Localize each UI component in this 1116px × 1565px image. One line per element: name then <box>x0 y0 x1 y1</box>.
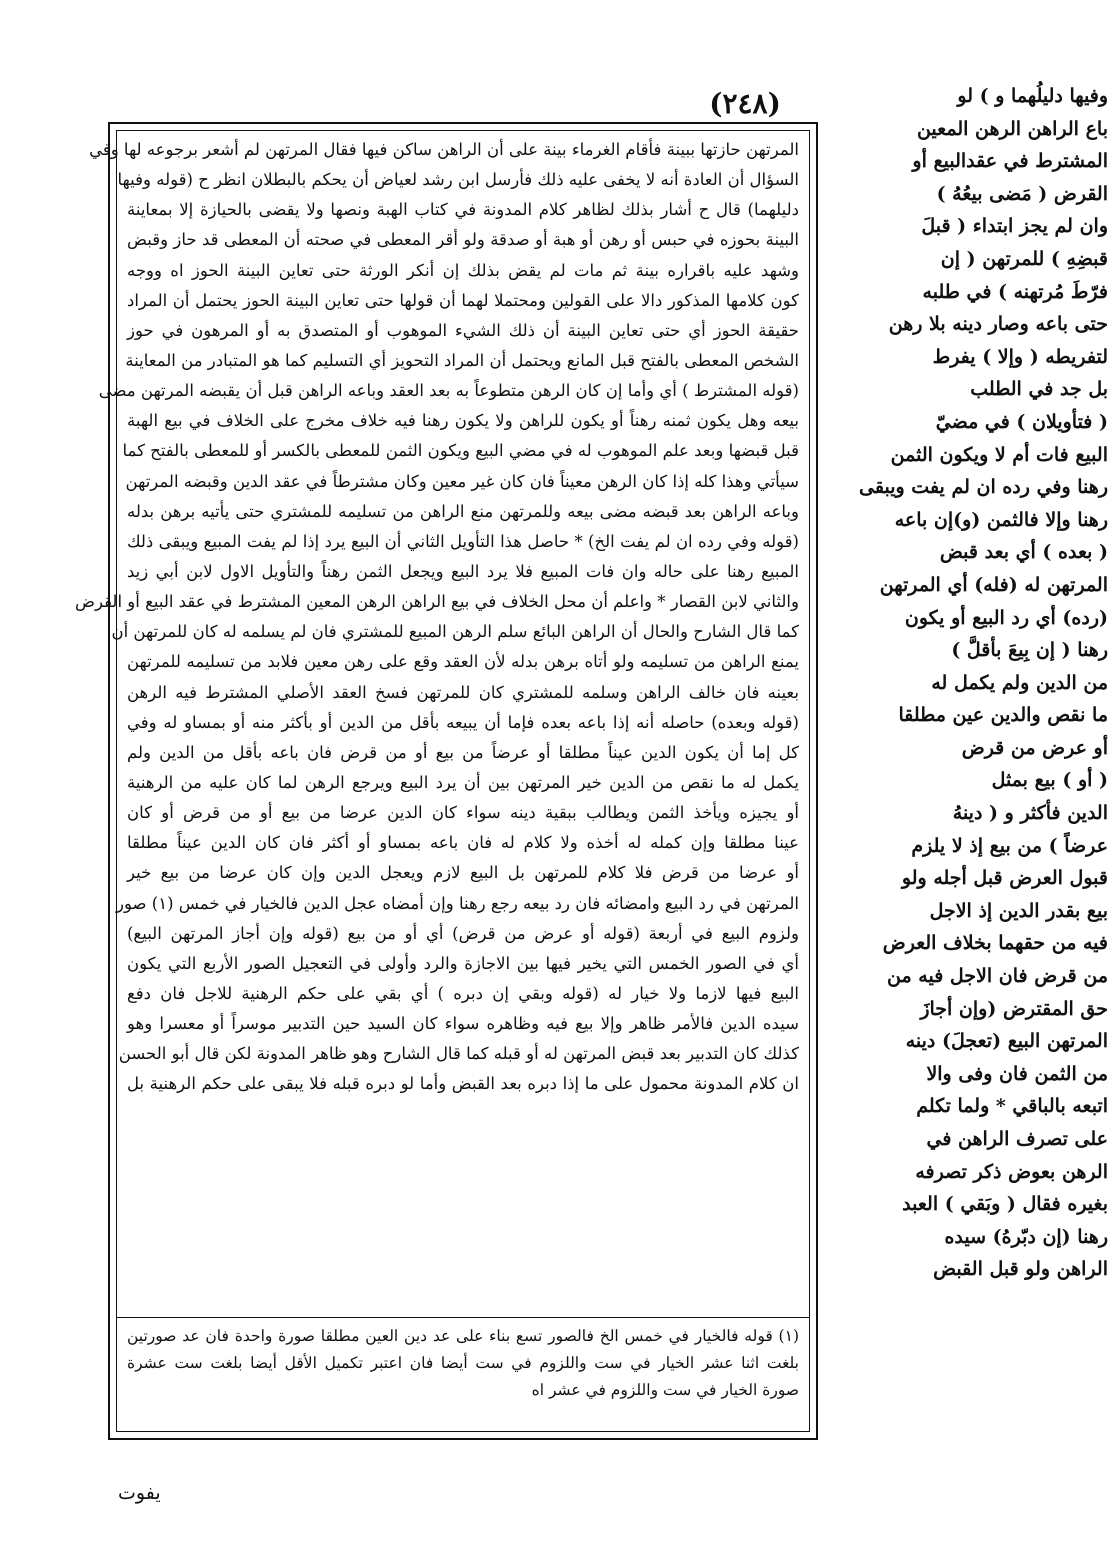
commentary-text <box>75 135 799 1311</box>
side-column-line: الدين فأكثر و ( دينهُ <box>952 802 1108 825</box>
commentary-line: المرتهن حازتها ببينة فأقام الغرماء بينة على أن الراهن ساكن فيها فقال المرتهن لم أشعر برجوعه لها وفي <box>89 140 799 159</box>
side-column-line: المرتهن البيع (تعجلَ) دينه <box>905 1030 1108 1053</box>
side-column-line: قبضِهِ ) للمرتهن ( إن <box>940 247 1108 270</box>
side-column-matn <box>818 80 1108 1550</box>
commentary-line: قبل قبضها وبعد علم الموهوب له في مضي البيع ويكون الثمن للمعطى بالكسر أو للمعطى بالفتح كما <box>122 441 799 461</box>
footnote-line: صورة الخيار في ست واللزوم في عشر اه <box>531 1381 799 1399</box>
side-column-line: أو عرض من قرض <box>961 736 1108 759</box>
side-column-line: عرضاً ) من بيع إذ لا يلزم <box>911 834 1108 857</box>
commentary-line: بيعه وهل يكون ثمنه رهناً أو يكون للراهن ولا يكون رهنا فيه خلاف مخرج على الخلاف في بيع الهبة <box>127 411 799 431</box>
commentary-line: البيع فيها لازما ولا خيار له (قوله وبقي إن دبره ) أي بقي على حكم الرهنية للاجل فان دفع <box>127 983 799 1003</box>
commentary-line: أو عرضا من قرض فلا كلام للمرتهن بل البيع لازم ويعجل الدين وإن كان عرضا من بيع خير <box>127 863 799 883</box>
side-column-line: بغيره فقال ( وبَقي ) العبد <box>902 1193 1108 1216</box>
footnote-line: (١) قوله فالخيار في خمس الخ فالصور تسع بناء على عد دين العين مطلقا صورة واحدة فان عد صورتين <box>127 1327 799 1345</box>
side-column-line: رهنا وفي رده ان لم يفت ويبقى <box>859 476 1108 499</box>
page-number: (٢٤٨) <box>709 87 781 120</box>
commentary-line: (قوله وبعده) حاصله أنه إذا باعه بعده فإما أن يبيعه بأقل من الدين أو بأكثر منه أو بمساو له وفي <box>127 712 799 732</box>
side-column-line: اتبعه بالباقي * ولما تكلم <box>916 1095 1108 1118</box>
commentary-line: ان كلام المدونة محمول على ما إذا دبره بعد القبض وأما لو دبره قبله فلا يبقى على حكم الرهنية بل <box>127 1074 799 1094</box>
side-column-line: البيع فات أم لا ويكون الثمن <box>890 443 1108 466</box>
commentary-line: حقيقة الحوز أي حتى تعاين البينة أن ذلك الشيء الموهوب أو المتصدق به أو المرهون في حوز <box>127 320 799 340</box>
side-column-line: وان لم يجز ابتداء ( قبلَ <box>921 215 1108 238</box>
side-column-line: باع الراهن الرهن المعين <box>916 117 1108 140</box>
commentary-line: سيأتي وهذا كله إذا كان الرهن معيناً فان كان غير معين وكان مشترطاً في عقد الدين وقبضه المرتهن <box>125 471 799 491</box>
commentary-line: البينة بحوزه في حبس أو رهن أو هبة أو صدقة ولو أقر المعطى في صحته أن المعطى قد حاز وقبض <box>127 230 799 250</box>
side-column-line: ما نقص والدين عين مطلقا <box>898 704 1108 727</box>
side-column-line: على تصرف الراهن في <box>926 1128 1108 1150</box>
commentary-line: يكمل له ما نقص من الدين خير المرتهن بين أن يرد البيع ويرجع الرهن لما كان عليه من الرهنية <box>127 772 799 792</box>
commentary-line: كما قال الشارح والحال أن الراهن البائع سلم الرهن المبيع للمشتري فان لم يسلمه له كان للمرتهن أن <box>111 622 799 642</box>
side-column-line: رهنا (إن دبّرهُ) سيده <box>944 1225 1108 1248</box>
commentary-line: والثاني لابن القصار * واعلم أن محل الخلاف في بيع الراهن الرهن المعين المشترط في عقد البيع أو القرض <box>75 592 799 612</box>
side-column-line: بل جد في الطلب <box>970 378 1108 401</box>
side-column-line: المشترط في عقدالبيع أو <box>912 150 1108 173</box>
commentary-line: سيده الدين فالأمر ظاهر وإلا بيع فيه وظاهره سواء كان السيد حين التدبير موسراً أو معسرا وهو <box>127 1014 799 1034</box>
commentary-line: المرتهن في رد البيع وامضائه فان رد بيعه رجع رهنا وإن أمضاه عجل الدين فالخيار في خمس (١) صور <box>116 893 799 913</box>
commentary-line: كون كلامها المذكور دالا على القولين ومحتملا لهما أن قولها حتى تعاين البينة الحوز يحتمل أن المراد <box>127 290 799 310</box>
side-column-line: ( بعده ) أي بعد قبض <box>939 541 1108 564</box>
side-column-line: حق المقترض (وإن أجازَ <box>920 997 1108 1020</box>
commentary-line: يمنع الراهن من تسليمه ولو أتاه برهن بدله لأن العقد وقع على رهن معين فلابد من تسليمه للمرتهن <box>127 652 799 672</box>
side-column-line: رهنا ( إن بِيعَ بأقلَّ ) <box>951 639 1108 662</box>
catchword: يفوت <box>118 1482 161 1504</box>
footnote-divider <box>117 1317 809 1318</box>
commentary-line: (قوله المشترط ) أي وأما إن كان الرهن متطوعاً به بعد العقد وباعه الراهن قبل أن يقبضه المرتهن مضى <box>98 381 799 401</box>
commentary-line: (قوله وفي رده ان لم يفت الخ) * حاصل هذا التأويل الثاني أن البيع يرد إذا لم يفت المبيع ويبقى ذلك <box>127 531 799 551</box>
footnote <box>127 1323 799 1433</box>
commentary-line: وشهد عليه باقراره بينة ثم مات لم يقض بذلك إن أنكر الورثة حتى تعاين البينة الحوز اه ووجه <box>127 260 799 280</box>
commentary-frame <box>75 122 818 1440</box>
side-column-line: ( أو ) بيع بمثل <box>991 769 1108 792</box>
commentary-line: ولزوم البيع في أربعة (قوله أو عرض من قرض) أي أو من بيع (قوله وإن أجاز المرتهن البيع) <box>127 923 799 943</box>
side-column-line: الراهن ولو قبل القبض <box>933 1258 1108 1281</box>
side-column-line: ( فتأويلان ) في مضيّ <box>935 410 1108 433</box>
side-column-line: لتفريطه ( وإلا ) يفرط <box>932 345 1108 368</box>
commentary-line: الشخص المعطى بالفتح قبل المانع ويحتمل أن المراد التحويز أي التسليم كما هو المتبادر من المعاينة <box>125 350 799 370</box>
side-column-line: القرض ( مَضى بيعُهُ ) <box>936 182 1108 205</box>
commentary-line: عينا مطلقا وإن كمله له أخذه ولا كلام له فان باعه بمساو أو أكثر فان كان الدين عيناً مطلقا <box>127 833 799 853</box>
footnote-line: بلغت اثنا عشر الخيار في ست واللزوم في ست أيضا فان اعتبر تكميل الأقل أيضا بلغت ست عشرة <box>127 1354 799 1372</box>
side-column-line: وفيها دليلُهما و ) لو <box>957 85 1108 107</box>
commentary-line: السؤال أن العادة أنه لا يخفى عليه ذلك فأرسل ابن رشد لعياض أن يحكم بالبطلان انظر ح (قوله وفيها <box>117 170 799 190</box>
side-column-line: (رده) أي رد البيع أو يكون <box>904 606 1108 629</box>
side-column-line: من الثمن فان وفى والا <box>926 1062 1108 1085</box>
side-column-line: بيع بقدر الدين إذ الاجل <box>929 899 1108 922</box>
side-column-line: من قرض فان الاجل فيه من <box>887 965 1108 988</box>
commentary-line: وباعه الراهن بعد قبضه مضى بيعه وللمرتهن منع الراهن من تسليمه للمشتري حتى يأتيه برهن بدله <box>127 501 799 521</box>
side-column-line: الرهن بعوض ذكر تصرفه <box>915 1160 1108 1183</box>
side-column-line: المرتهن له (فله) أي المرتهن <box>879 573 1108 596</box>
commentary-line: أو يجيزه ويأخذ الثمن ويطالب ببقية دينه سواء كان الدين عرضا من بيع أو من قرض أو كان <box>127 803 799 823</box>
side-column-line: فيه من حقهما بخلاف العرض <box>882 932 1108 955</box>
side-column-line: حتى باعه وصار دينه بلا رهن <box>888 313 1108 336</box>
side-column-line: من الدين ولم يكمل له <box>931 671 1108 694</box>
side-column-line: قبول العرض قبل أجله ولو <box>901 867 1108 890</box>
commentary-line: بعينه فان خالف الراهن وسلمه للمشتري كان للمرتهن فسخ العقد الأصلي المشترط فيه الرهن <box>127 682 799 702</box>
side-column-line: رهنا وإلا فالثمن (و)إن باعه <box>894 508 1108 531</box>
side-column-line: فرّطَ مُرتهنه ) في طلبه <box>922 280 1108 303</box>
commentary-line: كل إما أن يكون الدين عيناً مطلقا أو عرضاً من بيع أو من قرض فان باعه بأقل من الدين ولم <box>127 742 799 762</box>
commentary-frame-inner <box>75 130 810 1432</box>
commentary-line: كذلك كان التدبير بعد قبض المرتهن له أو قبله كما قال الشارح وهو ظاهر المدونة لكن قال أبو الحسن <box>118 1044 799 1064</box>
commentary-line: أي في الصور الخمس التي يخير فيها بين الاجازة والرد وأولى في التعجيل الصور الأربع التي يكون <box>127 953 799 973</box>
commentary-line: المبيع رهنا على حاله وان فات المبيع فلا يرد البيع ويجعل الثمن رهناً والتأويل الاول لابن أبي زيد <box>127 561 799 581</box>
commentary-line: دليلهما) قال ح أشار بذلك لظاهر كلام المدونة في كتاب الهبة ونصها ولا يقضى بالحيازة إلا بمعاينة <box>127 200 799 220</box>
